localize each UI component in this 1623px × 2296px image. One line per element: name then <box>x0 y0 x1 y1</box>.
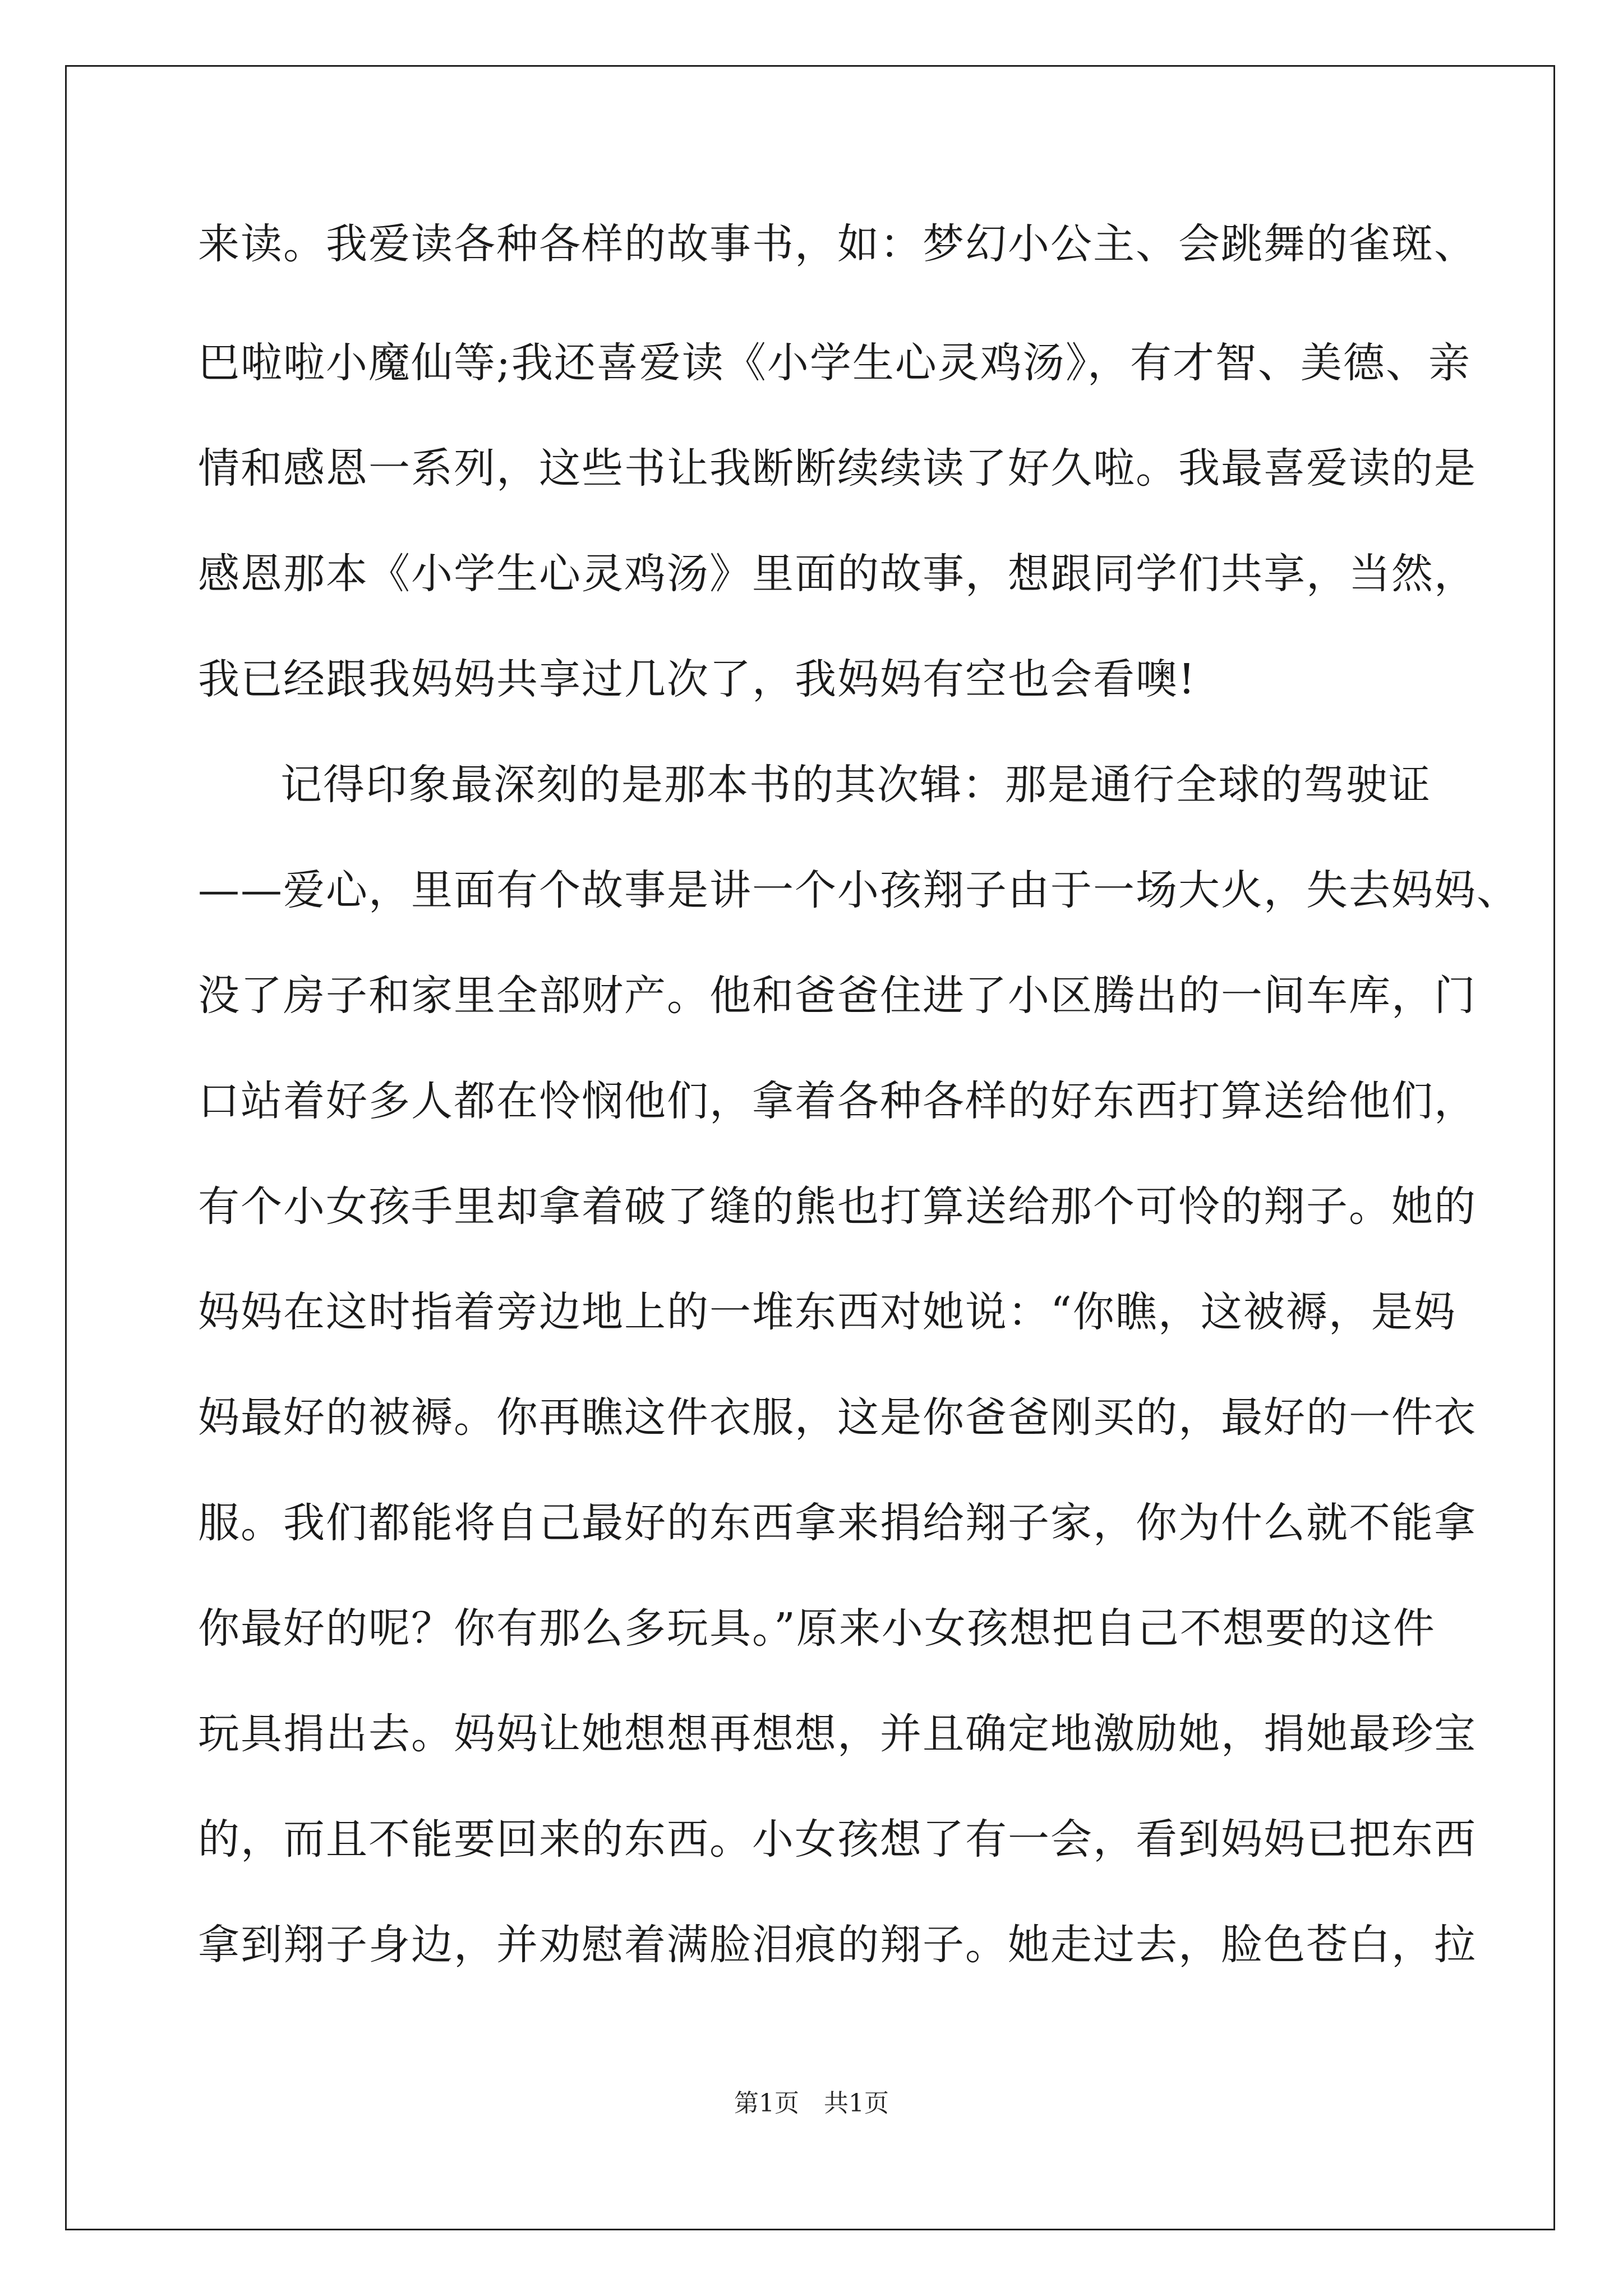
text-line: 拿到翔子身边，并劝慰着满脸泪痕的翔子。她走过去，脸色苍白，拉 <box>198 1921 1477 1969</box>
text-line: 我已经跟我妈妈共享过几次了，我妈妈有空也会看噢! <box>198 655 1196 703</box>
text-line: 的，而且不能要回来的东西。小女孩想了有一会，看到妈妈已把东西 <box>198 1815 1477 1864</box>
text-line: 口站着好多人都在怜悯他们，拿着各种各样的好东西打算送给他们， <box>198 1077 1477 1125</box>
text-line: 情和感恩一系列，这些书让我断断续续读了好久啦。我最喜爱读的是 <box>198 444 1477 493</box>
text-line: ——爱心，里面有个故事是讲一个小孩翔子由于一场大火，失去妈妈、 <box>198 866 1519 914</box>
text-line: 记得印象最深刻的是那本书的其次辑：那是通行全球的驾驶证 <box>280 761 1431 809</box>
text-line: 没了房子和家里全部财产。他和爸爸住进了小区腾出的一间车库，门 <box>198 972 1477 1020</box>
text-line: 玩具捐出去。妈妈让她想想再想想，并且确定地激励她，捐她最珍宝 <box>198 1710 1477 1758</box>
page-footer: 第1页 共1页 <box>734 2089 889 2118</box>
text-line: 妈妈在这时指着旁边地上的一堆东西对她说：“你瞧，这被褥，是妈 <box>198 1288 1456 1336</box>
text-line: 感恩那本《小学生心灵鸡汤》里面的故事，想跟同学们共享，当然， <box>198 550 1477 598</box>
text-line: 有个小女孩手里却拿着破了缝的熊也打算送给那个可怜的翔子。她的 <box>198 1182 1477 1231</box>
text-line: 巴啦啦小魔仙等;我还喜爱读《小学生心灵鸡汤》，有才智、美德、亲 <box>198 339 1471 387</box>
text-line: 来读。我爱读各种各样的故事书，如：梦幻小公主、会跳舞的雀斑、 <box>198 220 1477 268</box>
text-line: 妈最好的被褥。你再瞧这件衣服，这是你爸爸刚买的，最好的一件衣 <box>198 1393 1477 1442</box>
text-line: 你最好的呢？你有那么多玩具。”原来小女孩想把自己不想要的这件 <box>198 1604 1436 1653</box>
text-line: 服。我们都能将自己最好的东西拿来捐给翔子家，你为什么就不能拿 <box>198 1499 1477 1547</box>
page-border <box>65 65 1555 2230</box>
